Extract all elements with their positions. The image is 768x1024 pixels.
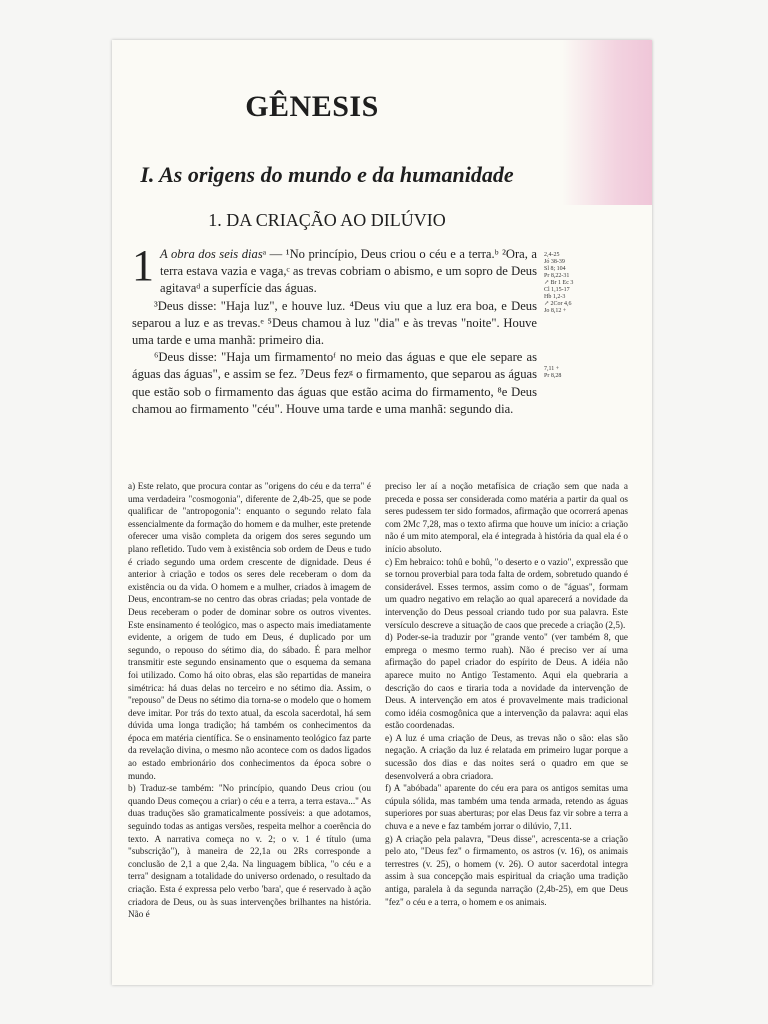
margin-references-b (544, 366, 592, 380)
paragraph-1 (132, 241, 537, 298)
page-edge-tint (562, 40, 652, 205)
paragraph-3: ⁶Deus disse: "Haja um firmamentoᶠ no meio das águas e que ele separe as águas das águas", e assim se fez. ⁷Deus fezᵍ o firmamento, que separou as águas que estão sob o firmamento das águas que estão acima do firmamento, ⁸e Deus chamou ao firmamento "céu". Houve uma tarde e uma manhã: segundo dia. (132, 350, 537, 416)
footnote-g: g) A criação pela palavra, "Deus disse", acrescenta-se a criação pelo ato, "Deus fez" o firmamento, os astros (v. 16), os animais terrestres (v. 25), o homem (v. 26). O autor sacerdotal integra assim à sua concepção mais espiritual da criação uma tradição antiga, paralela à da segunda narração (2,4b-25), em que Deus "fez" o céu e a terra, o homem e os animais. (385, 833, 628, 907)
chapter-dropcap: 1 (132, 241, 154, 290)
book-page (112, 40, 652, 985)
footnote-c: c) Em hebraico: tohû e bohû, "o deserto e o vazio", expressão que se tornou proverbial para toda falta de ordem, sobretudo quando é considerável. Esses termos, assim como o de "águas", formam um quadro negativo em relação ao qual aparecerá a novidade da intervenção do Deus pessoal criando tudo por sua palavra. Este versículo descreve a situação de caos que precede a criação (2,5). (385, 556, 628, 630)
margin-ref: 2,4-25 (544, 252, 560, 258)
paragraph-2: ³Deus disse: "Haja luz", e houve luz. ⁴Deus viu que a luz era boa, e Deus separou a luz e as trevas.ᵉ ⁵Deus chamou à luz "dia" e às trevas "noite". Houve uma tarde e uma manhã: primeiro dia. (132, 298, 537, 348)
margin-ref: Sl 8; 104 (544, 266, 566, 272)
footnote-a: a) Este relato, que procura contar as "origens do céu e da terra" é uma verdadeira "cosmogonia", diferente de 2,4b-25, que se pode qualificar de "antropogonia": enquanto o segundo relato fala essencialmente da formação do homem e da mulher, este pretende oferecer uma visão completa da origem dos seres segundo um plano refletido. Tudo vem à existência sob ordem de Deus e tudo é criado segundo uma ordem crescente de dignidade. Deus é anterior à criação e todos os seres dele receberam o dom da existência ou da vida. O homem e a mulher, criados à imagem de Deus, encontram-se no centro das obras criadas; pela vontade de Deus receberam o poder de dominar sobre os outros viventes. Este ensinamento é teológico, mas o aspecto mais imediatamente evidente, a origem de tudo em Deus, é duplicado por um segundo, o repouso do sétimo dia, do sábado. É para melhor transmitir este segundo ensinamento que o esquema da semana foi utilizado. Como há oito obras, elas são repartidas de maneira simétrica: há duas delas no terceiro e no sétimo dia. Assim, o "repouso" de Deus no sétimo dia torna-se o modelo que o homem deve imitar. Por trás do texto atual, da escola sacerdotal, há sem dúvida uma longa tradição; há também os conhecimentos da época em matéria científica. Se o ensinamento teológico faz parte da revelação divina, o mesmo não acontece com os dados ligados ao estado embrionário dos conhecimentos da época sobre o mundo. (128, 481, 371, 781)
margin-ref: Pr 8,28 (544, 373, 562, 379)
book-title: GÊNESIS (245, 90, 379, 123)
margin-ref: 7,11 + (544, 366, 560, 372)
margin-ref: Jo 8,12 + (544, 308, 567, 314)
pericope-subhead: A obra dos seis dias (160, 247, 263, 261)
footnotes-column-right (385, 480, 628, 921)
footnotes-column-left (128, 480, 371, 921)
margin-ref: ↗ Br 1 Ec 3 (544, 280, 574, 286)
margin-ref: Hb 1,2-3 (544, 294, 566, 300)
section-title: 1. DA CRIAÇÃO AO DILÚVIO (208, 210, 446, 230)
footnote-d: d) Poder-se-ia traduzir por "grande vento" (ver também 8, que emprega o mesmo termo ruah). Não é preciso ver aí uma afirmação do papel criador do espírito de Deus. A idéia não aparece muito no Antigo Testamento. Aqui ela quebraria a descrição do caos e tiraria toda a novidade da intervenção de Deus. A intervenção em atos é provavelmente mais tradicional como idéia cosmogônica que a intervenção da palavra: aqui elas estão coordenadas. (385, 632, 628, 731)
footnote-f: f) A "abóbada" aparente do céu era para os antigos semitas uma cúpula sólida, mas também uma tenda armada, retendo as águas superiores por suas aberturas; por elas Deus faz vir sobre a terra a chuva e a neve e faz também jorrar o dilúvio, 7,11. (385, 783, 628, 832)
footnotes (128, 480, 628, 921)
footnote-e: e) A luz é uma criação de Deus, as trevas não o são: elas são negação. A criação da luz é relatada em primeiro lugar porque a sucessão dos dias e das noites será o quadro em que se desenvolverá a obra criadora. (385, 732, 628, 781)
footnote-b: b) Traduz-se também: "No princípio, quando Deus criou (ou quando Deus começou a criar) o céu e a terra, a terra estava..." As duas traduções são gramaticalmente possíveis: a que adotamos, seguindo todas as antigas versões, respeita melhor a coerência do texto. A narrativa começa no v. 2; o v. 1 é título (uma "subscrição"), à maneira de 22,1a ou 2Rs corresponde a conclusão de 2,1 a que 2,4a. Na linguagem bíblica, "o céu e a terra" designam a totalidade do universo ordenado, o resultado da criação. Esta é expressa pelo verbo 'bara', que é reservado à ação criadora de Deus, ou às suas intervenções brilhantes na história. Não é (128, 783, 371, 920)
footnote-b-cont: preciso ler aí a noção metafísica de criação sem que nada a preceda e possa ser considerada como matéria a partir da qual os seres pudessem ter sido formados, afirmação que ocorrerá apenas com 2Mc 7,28, mas o texto afirma que houve um início: a criação não é um mito atemporal, ela é integrada à história da qual ela é o início absoluto. (385, 481, 628, 554)
margin-ref: Jó 38-39 (544, 259, 565, 265)
verse-text-1: ᵃ — ¹No princípio, Deus criou o céu e a terra.ᵇ ²Ora, a terra estava vazia e vaga,ᶜ as trevas cobriam o abismo, e um sopro de Deus agitavaᵈ a superfície das águas. (160, 247, 537, 296)
main-text (132, 241, 537, 418)
margin-references-a (544, 252, 592, 315)
margin-ref: Pr 8,22-31 (544, 273, 570, 279)
margin-ref: ↗ 2Cor 4,6 (544, 301, 572, 307)
part-title: I. As origens do mundo e da humanidade (140, 162, 514, 187)
margin-ref: Cl 1,15-17 (544, 287, 570, 293)
